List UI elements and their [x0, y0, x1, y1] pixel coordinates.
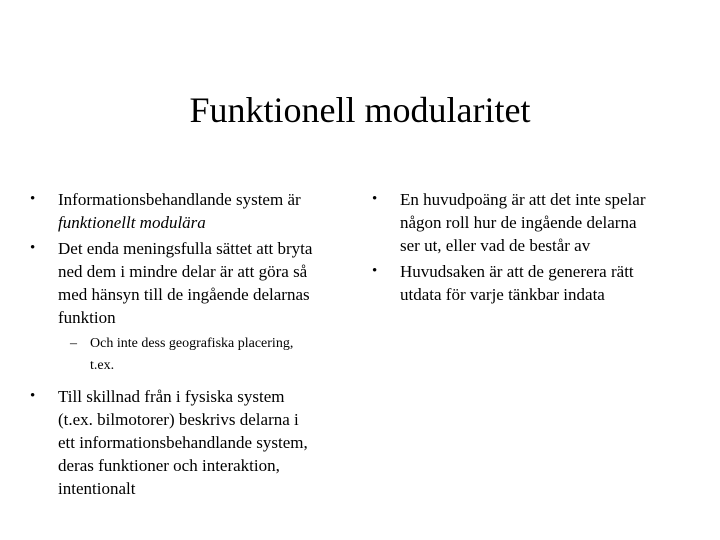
bullet-mark: • — [30, 240, 36, 256]
bullet-mark: • — [372, 191, 378, 207]
right-bullet-1-line-1: En huvudpoäng är att det inte spelar — [400, 190, 646, 209]
left-bullet-3 — [30, 385, 350, 500]
left-bullet-1-line-1: Informationsbehandlande system är — [58, 190, 301, 209]
right-bullet-2-line-1: Huvudsaken är att de generera rätt — [400, 262, 634, 281]
left-bullet-2 — [30, 237, 350, 329]
left-bullet-1 — [30, 188, 350, 234]
left-bullet-2-line-2: ned dem i mindre delar är att göra så — [58, 262, 308, 281]
right-bullet-1-line-2: någon roll hur de ingående delarna — [400, 213, 637, 232]
bullet-mark: • — [372, 263, 378, 279]
left-sub-bullet-line-1: Och inte dess geografiska placering, — [90, 336, 294, 351]
left-bullet-3-line-4: deras funktioner och interaktion, — [58, 456, 280, 475]
right-bullet-2-line-2: utdata för varje tänkbar indata — [400, 285, 605, 304]
slide-title: Funktionell modularitet — [189, 90, 531, 130]
left-bullet-3-line-5: intentionalt — [58, 479, 136, 498]
dash-mark: – — [70, 336, 77, 351]
right-bullet-1-line-3: ser ut, eller vad de består av — [400, 236, 591, 255]
bullet-mark: • — [30, 191, 36, 207]
left-bullet-1-line-2: funktionellt modulära — [58, 213, 206, 232]
left-bullet-3-line-2: (t.ex. bilmotorer) beskrivs delarna i — [58, 410, 299, 429]
right-bullet-2 — [372, 260, 692, 306]
left-sub-bullet — [30, 333, 350, 377]
left-sub-bullet-line-2: t.ex. — [90, 358, 115, 373]
right-column — [372, 188, 692, 309]
left-column — [30, 188, 350, 503]
left-bullet-2-line-3: med hänsyn till de ingående delarnas — [58, 285, 310, 304]
bullet-mark: • — [30, 388, 36, 404]
right-bullet-1 — [372, 188, 692, 257]
left-bullet-3-line-1: Till skillnad från i fysiska system — [58, 387, 285, 406]
left-bullet-2-line-4: funktion — [58, 308, 116, 327]
left-bullet-2-line-1: Det enda meningsfulla sättet att bryta — [58, 239, 313, 258]
left-bullet-3-line-3: ett informationsbehandlande system, — [58, 433, 308, 452]
